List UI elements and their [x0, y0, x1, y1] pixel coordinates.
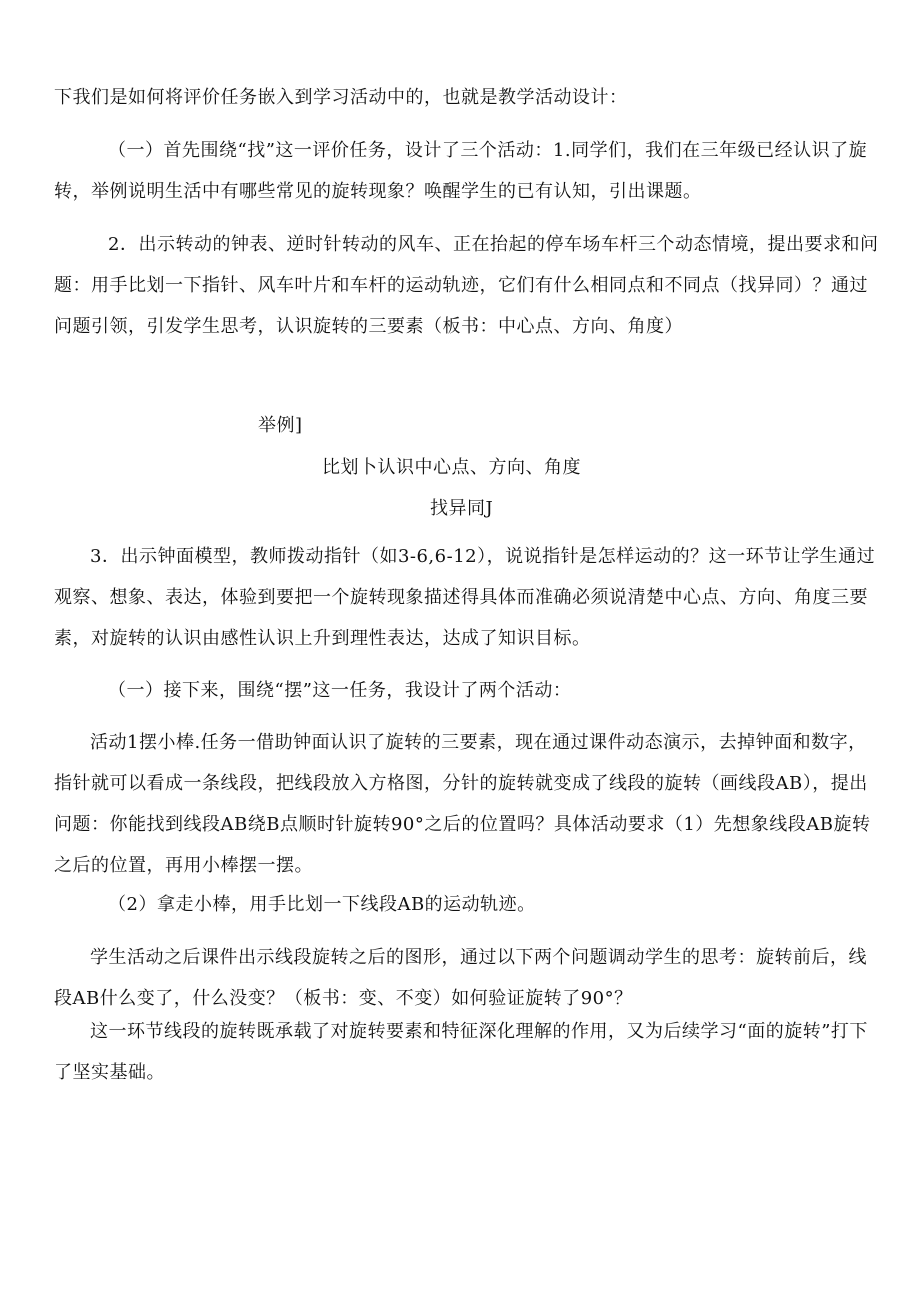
paragraph-activity-3: 3．出示钟面模型，教师拨动指针（如3-6,6-12），说说指针是怎样运动的？这一环节让学生通过观察、想象、表达，体验到要把一个旋转现象描述得具体而准确必须说清楚中心点、方向、角度三要素，对旋转的认识由感性认识上升到理性表达，达成了知识目标。	[54, 546, 876, 649]
diagram-line-gesture: 比划卜认识中心点、方向、角度	[322, 457, 581, 478]
paragraph-place-task: （一）接下来，围绕“摆”这一任务，我设计了两个活动：	[108, 680, 572, 701]
paragraph-activity-2: 2．出示转动的钟表、逆时针转动的风车、正在抬起的停车场车杆三个动态情境，提出要求和问题：用手比划一下指针、风车叶片和车杆的运动轨迹，它们有什么相同点和不同点（找异同）？通过问题引领，引发学生思考，认识旋转的三要素（板书：中心点、方向、角度）	[54, 234, 879, 337]
paragraph-summary: 这一环节线段的旋转既承载了对旋转要素和特征深化理解的作用，又为后续学习“面的旋转”打下了坚实基础。	[54, 1021, 868, 1083]
diagram-line-compare: 找异同J	[430, 498, 494, 519]
paragraph-remove-stick: （2）拿走小棒，用手比划一下线段AB的运动轨迹。	[108, 894, 536, 915]
paragraph-activity-stick: 活动1摆小棒.任务一借助钟面认识了旋转的三要素，现在通过课件动态演示，去掉钟面和数字，指针就可以看成一条线段，把线段放入方格图，分针的旋转就变成了线段的旋转（画线段AB），提出问题：你能找到线段AB绕B点顺时针旋转90°之后的位置吗？具体活动要求（1）先想象线段AB旋转之后的位置，再用小棒摆一摆。	[54, 732, 871, 876]
diagram-line-example: 举例]	[258, 415, 303, 436]
paragraph-student-activity: 学生活动之后课件出示线段旋转之后的图形，通过以下两个问题调动学生的思考：旋转前后，线段AB什么变了，什么没变？（板书：变、不变）如何验证旋转了90°？	[54, 947, 867, 1009]
paragraph-find-task: （一）首先围绕“找”这一评价任务，设计了三个活动：1.同学们，我们在三年级已经认识了旋转，举例说明生活中有哪些常见的旋转现象？唤醒学生的已有认知，引出课题。	[54, 140, 868, 202]
paragraph-intro: 下我们是如何将评价任务嵌入到学习活动中的，也就是教学活动设计：	[54, 87, 628, 108]
